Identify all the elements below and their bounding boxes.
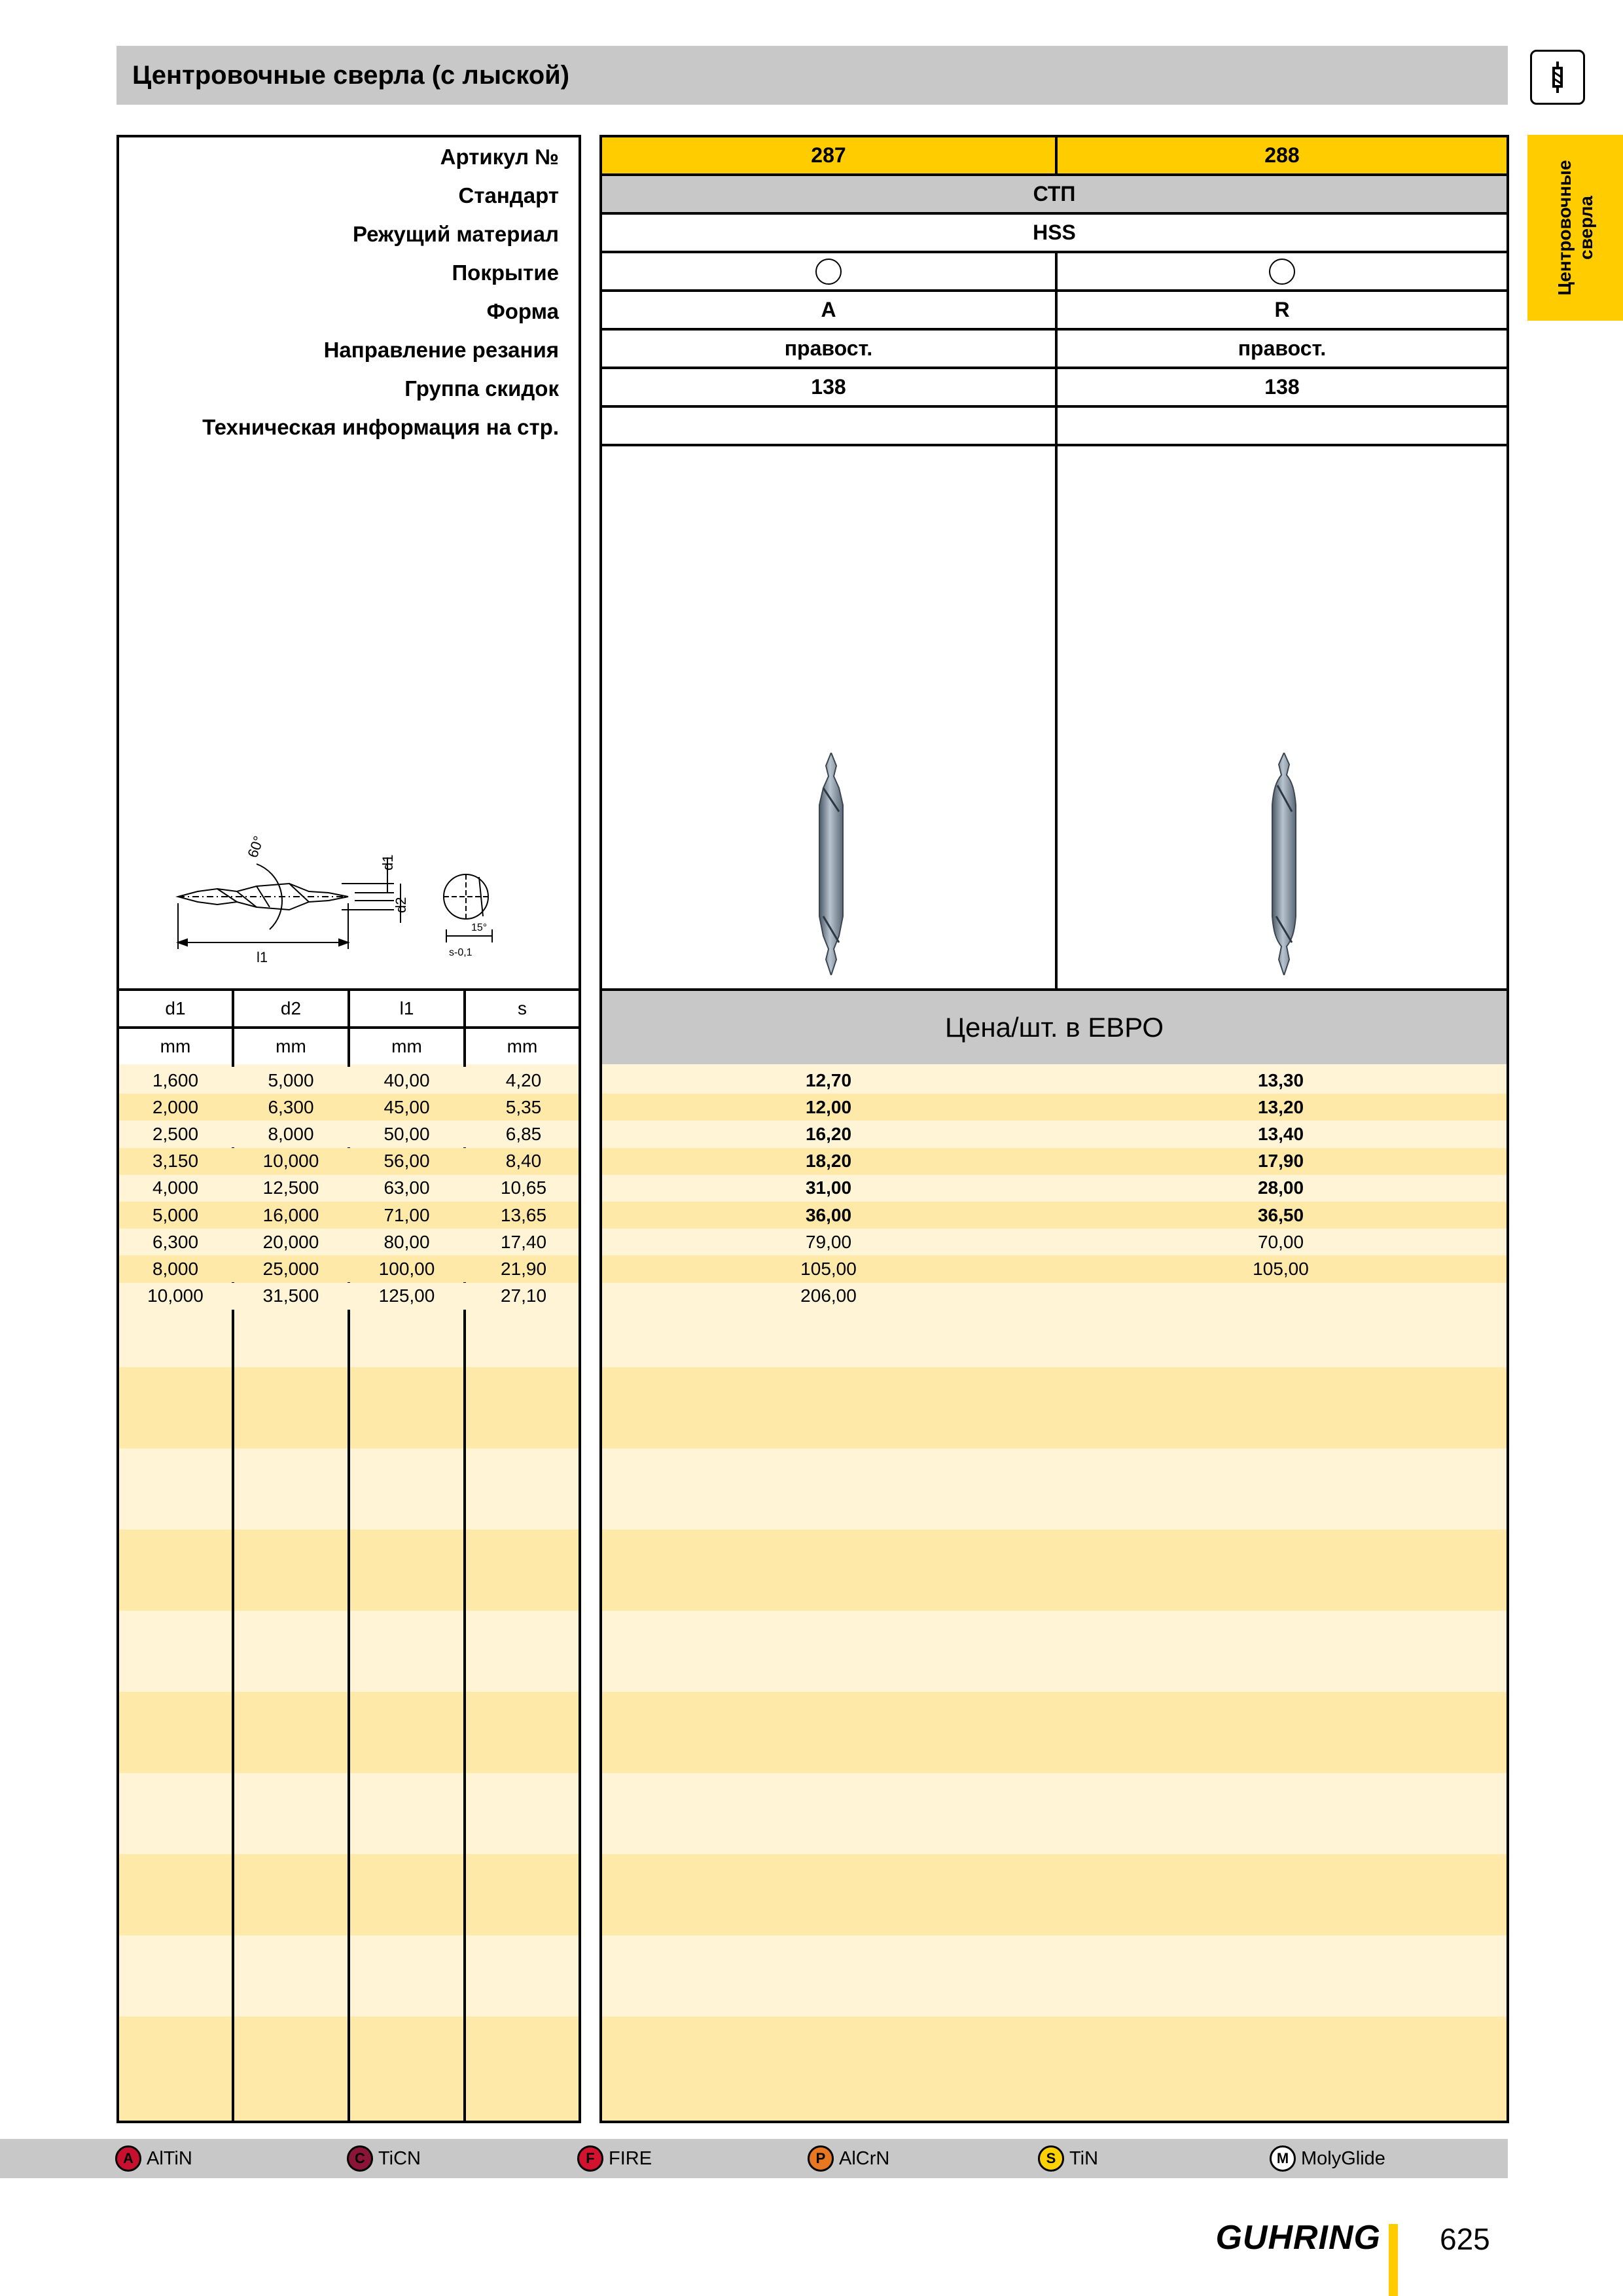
footer-accent-stripe <box>1389 2224 1398 2296</box>
attribute-labels-panel <box>116 135 581 991</box>
label-cutting-direction: Направление резания <box>323 337 559 362</box>
dimension-cell: 1,600 <box>152 1069 199 1090</box>
row-form <box>602 292 1507 331</box>
dimension-cell: 5,000 <box>268 1069 314 1090</box>
uncoated-circle-icon <box>1269 259 1295 285</box>
dimension-cell: 63,00 <box>383 1177 430 1198</box>
dimensions-table <box>116 1064 581 2123</box>
section-side-tab <box>1527 135 1623 321</box>
price-cell: 28,00 <box>1257 1177 1304 1198</box>
table-row <box>602 1067 1507 1094</box>
table-band <box>602 1935 1507 2017</box>
table-row <box>119 1175 579 1202</box>
discount-group-value: 138 <box>811 375 846 399</box>
image-divider <box>1055 446 1058 988</box>
diagram-d1-label: d1 <box>380 854 396 870</box>
price-cell: 206,00 <box>800 1285 857 1306</box>
table-row <box>602 1229 1507 1255</box>
dimension-cell: 50,00 <box>383 1123 430 1144</box>
table-band <box>602 1773 1507 1854</box>
dimension-cell: 27,10 <box>500 1285 547 1306</box>
price-cell: 13,20 <box>1257 1096 1304 1117</box>
row-tech-info <box>602 408 1507 446</box>
dimension-cell: 20,000 <box>262 1231 319 1252</box>
price-cell: 79,00 <box>805 1231 852 1252</box>
row-coating <box>602 253 1507 292</box>
coating-legend-item <box>1038 2139 1098 2178</box>
table-row <box>119 1148 579 1175</box>
diagram-l1-label: l1 <box>257 949 268 965</box>
table-row <box>119 1229 579 1255</box>
center-drill-drawing <box>158 831 525 982</box>
page-number-text: 625 <box>1440 2222 1490 2256</box>
coating-fire-icon: F <box>577 2145 603 2172</box>
dimension-cell: 80,00 <box>383 1231 430 1252</box>
direction-value: правост. <box>784 336 873 360</box>
col-header-l1: l1 <box>348 988 466 1029</box>
table-band <box>602 2017 1507 2121</box>
side-tab-line: Центровочные <box>1554 160 1575 296</box>
dimension-cell: 10,000 <box>262 1151 319 1172</box>
dimension-cell: 40,00 <box>383 1069 430 1090</box>
dimension-cell: 25,000 <box>262 1258 319 1279</box>
dimension-cell: 8,000 <box>268 1123 314 1144</box>
price-cell: 12,00 <box>805 1096 852 1117</box>
label-discount-group: Группа скидок <box>404 376 559 401</box>
dimension-cell: 6,300 <box>268 1096 314 1117</box>
dimension-cell: 17,40 <box>500 1231 547 1252</box>
coating-name: TiN <box>1069 2147 1099 2169</box>
row-standard <box>602 176 1507 215</box>
row-material <box>602 215 1507 253</box>
dimension-cell: 13,65 <box>500 1204 547 1225</box>
diagram-angle-label: 60° <box>244 833 268 860</box>
table-row <box>119 1094 579 1121</box>
table-row <box>119 1283 579 1310</box>
dimension-cell: 2,500 <box>152 1123 199 1144</box>
dimension-header <box>116 988 581 1067</box>
diagram-s-label: s-0,1 <box>449 947 473 958</box>
coating-legend-item <box>347 2139 421 2178</box>
price-cell: 70,00 <box>1257 1231 1304 1252</box>
direction-value: правост. <box>1055 331 1507 367</box>
label-article: Артикул № <box>440 144 559 169</box>
price-cell: 17,90 <box>1257 1151 1304 1172</box>
coating-tin-icon: S <box>1038 2145 1064 2172</box>
tech-info-cell <box>602 408 1055 444</box>
price-cell: 13,30 <box>1257 1069 1304 1090</box>
table-band <box>602 1448 1507 1530</box>
dimension-cell: 8,000 <box>152 1258 199 1279</box>
price-cell: 13,40 <box>1257 1123 1304 1144</box>
row-direction <box>602 331 1507 369</box>
page-title: Центровочные сверла (с лыской) <box>132 60 570 90</box>
table-row <box>119 1255 579 1282</box>
coating-legend-item <box>808 2139 889 2178</box>
price-cell: 18,20 <box>805 1151 852 1172</box>
label-coating: Покрытие <box>452 260 559 285</box>
product-attributes-panel <box>599 135 1509 991</box>
table-band <box>602 1692 1507 1773</box>
table-band <box>602 1530 1507 1611</box>
dimension-cell: 4,20 <box>505 1069 542 1090</box>
price-cell: 16,20 <box>805 1123 852 1144</box>
dimension-cell: 100,00 <box>378 1258 435 1279</box>
dimension-cell: 5,35 <box>505 1096 542 1117</box>
dimension-cell: 4,000 <box>152 1177 199 1198</box>
dimension-cell: 8,40 <box>505 1151 542 1172</box>
dimension-cell: 12,500 <box>262 1177 319 1198</box>
coating-name: MolyGlide <box>1301 2147 1385 2169</box>
unit-d1: mm <box>116 1026 234 1067</box>
dimension-cell: 125,00 <box>378 1285 435 1306</box>
tech-info-cell <box>1055 408 1507 444</box>
article-287: 287 <box>602 137 1055 173</box>
price-header <box>599 988 1509 1067</box>
table-row <box>602 1283 1507 1310</box>
coating-name: AlCrN <box>839 2147 890 2169</box>
standard-value: СТП <box>1033 182 1076 206</box>
label-standard: Стандарт <box>458 183 559 207</box>
unit-l1: mm <box>348 1026 466 1067</box>
coating-molyglide-icon: M <box>1270 2145 1296 2172</box>
price-cell: 36,00 <box>805 1204 852 1225</box>
table-row <box>119 1202 579 1229</box>
article-288: 288 <box>1055 137 1507 173</box>
table-row <box>602 1255 1507 1282</box>
coating-ticn-icon: C <box>347 2145 373 2172</box>
coating-legend-item <box>577 2139 652 2178</box>
coating-alcrn-icon: P <box>808 2145 834 2172</box>
brand-name: GUHRING <box>1215 2219 1381 2257</box>
row-discount-group <box>602 369 1507 408</box>
price-header-text: Цена/шт. в ЕВРО <box>944 1012 1164 1043</box>
price-cell: 31,00 <box>805 1177 852 1198</box>
table-band <box>602 1611 1507 1692</box>
coating-legend-item <box>1270 2139 1385 2178</box>
dimension-cell: 31,500 <box>262 1285 319 1306</box>
dimension-cell: 5,000 <box>152 1204 199 1225</box>
diagram-angle2-label: 15° <box>471 922 488 933</box>
drill-photo-288 <box>1258 753 1310 975</box>
material-value: HSS <box>1033 221 1076 244</box>
label-form: Форма <box>486 298 559 323</box>
row-article <box>602 137 1507 176</box>
dimension-cell: 6,300 <box>152 1231 199 1252</box>
price-cell: 105,00 <box>1253 1258 1309 1279</box>
coating-legend-item <box>115 2139 192 2178</box>
col-header-s: s <box>463 988 581 1029</box>
unit-d2: mm <box>232 1026 350 1067</box>
label-cutting-material: Режущий материал <box>352 221 559 246</box>
dimension-cell: 71,00 <box>383 1204 430 1225</box>
price-cell: 12,70 <box>805 1069 852 1090</box>
side-tab-line: сверла <box>1576 196 1596 260</box>
dimension-cell: 21,90 <box>500 1258 547 1279</box>
table-row <box>602 1202 1507 1229</box>
table-row <box>602 1175 1507 1202</box>
coating-name: AlTiN <box>147 2147 192 2169</box>
dimension-cell: 45,00 <box>383 1096 430 1117</box>
dimension-cell: 2,000 <box>152 1096 199 1117</box>
unit-s: mm <box>463 1026 581 1067</box>
table-row <box>119 1067 579 1094</box>
coating-altin-icon: A <box>115 2145 141 2172</box>
table-band <box>602 1854 1507 1935</box>
page-number <box>1440 2217 1518 2261</box>
price-table <box>599 1064 1509 2123</box>
col-header-d1: d1 <box>116 988 234 1029</box>
coating-name: TiCN <box>378 2147 421 2169</box>
dimension-cell: 10,65 <box>500 1177 547 1198</box>
col-header-d2: d2 <box>232 988 350 1029</box>
table-row <box>602 1121 1507 1147</box>
center-drill-icon <box>1530 50 1585 105</box>
brand-logo <box>1178 2215 1381 2261</box>
page-title-bar <box>116 46 1508 105</box>
dimension-cell: 10,000 <box>147 1285 204 1306</box>
dimension-cell: 6,85 <box>505 1123 542 1144</box>
label-tech-info: Техническая информация на стр. <box>202 414 559 439</box>
uncoated-circle-icon <box>815 259 842 285</box>
coating-name: FIRE <box>609 2147 652 2169</box>
discount-group-value: 138 <box>1055 369 1507 405</box>
form-value: A <box>821 298 836 321</box>
coating-legend <box>0 2139 1508 2178</box>
form-value: R <box>1055 292 1507 328</box>
table-row <box>602 1094 1507 1121</box>
dimension-cell: 3,150 <box>152 1151 199 1172</box>
coating-cell <box>1055 253 1507 289</box>
price-cell: 36,50 <box>1257 1204 1304 1225</box>
diagram-d2-label: d2 <box>393 897 409 913</box>
dimension-cell: 56,00 <box>383 1151 430 1172</box>
price-cell: 105,00 <box>800 1258 857 1279</box>
coating-cell <box>602 253 1055 289</box>
price-cell <box>1055 1283 1507 1310</box>
table-band <box>602 1367 1507 1448</box>
table-row <box>119 1121 579 1147</box>
table-row <box>602 1148 1507 1175</box>
dimension-cell: 16,000 <box>262 1204 319 1225</box>
drill-photo-287 <box>805 753 857 975</box>
